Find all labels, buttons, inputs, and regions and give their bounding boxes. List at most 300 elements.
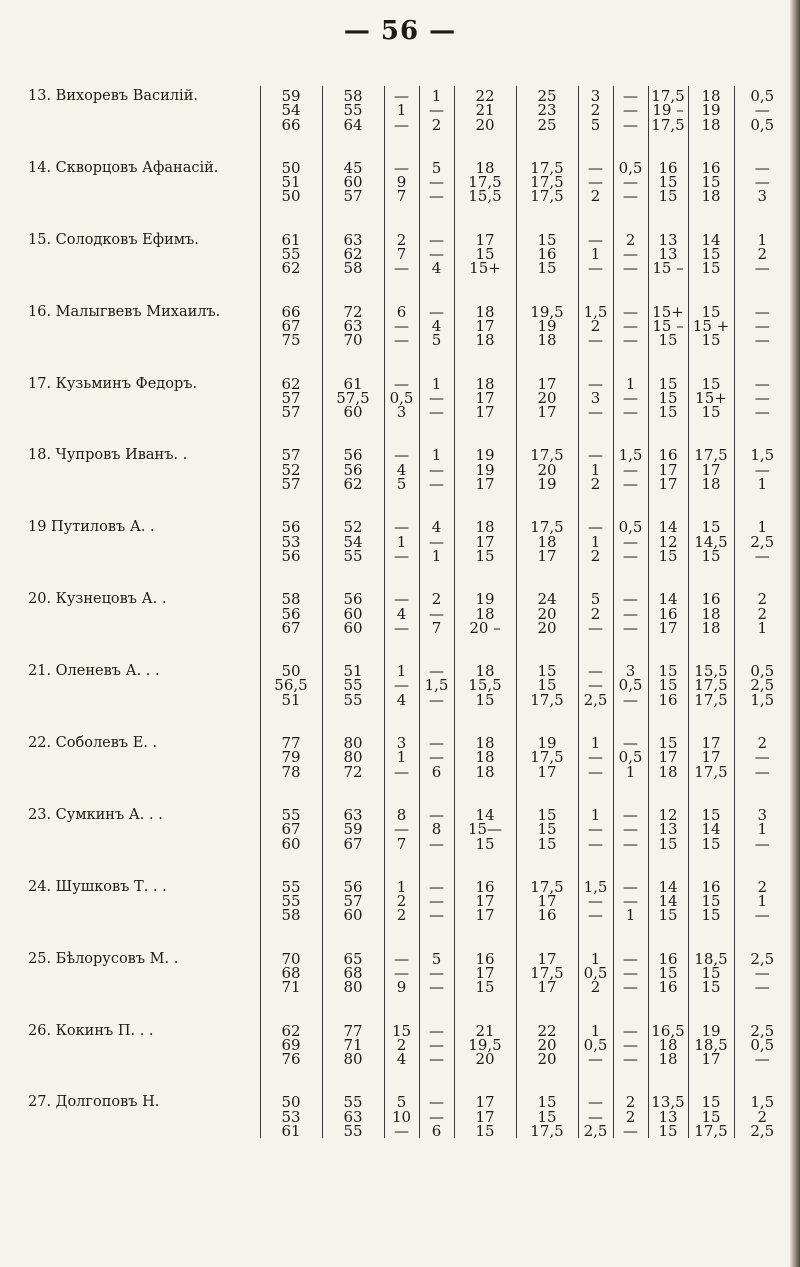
cell-col-2: 68 (322, 966, 384, 980)
spacer-cell (28, 563, 260, 589)
cell-col-3: 2 (384, 1038, 419, 1052)
spacer-cell (613, 923, 648, 949)
cell-col-3: — (384, 765, 419, 779)
cell-col-3: — (384, 374, 419, 391)
cell-col-5: 18 (454, 374, 516, 391)
cell-col-9: 18 (648, 1038, 688, 1052)
cell-col-6: 20 (516, 607, 578, 621)
cell-col-5: 20 (454, 118, 516, 132)
cell-col-1: 57 (260, 391, 322, 405)
cell-col-4: 1 (419, 445, 454, 462)
cell-col-8: 0,5 (613, 750, 648, 764)
cell-col-5: 18 (454, 517, 516, 534)
cell-col-8: — (613, 1052, 648, 1066)
cell-col-9: 19 – (648, 103, 688, 117)
cell-col-10: 16 (688, 877, 734, 894)
cell-col-7: 2,5 (578, 693, 613, 707)
cell-col-4: — (419, 894, 454, 908)
spacer-cell (648, 779, 688, 805)
cell-col-5: 15— (454, 822, 516, 836)
spacer-cell (734, 635, 790, 661)
spacer-cell (516, 276, 578, 302)
cell-col-7: — (578, 837, 613, 851)
spacer-cell (516, 995, 578, 1021)
spacer-cell (260, 563, 322, 589)
spacer-cell (260, 635, 322, 661)
cell-col-11: 1,5 (734, 693, 790, 707)
group-spacer (28, 348, 790, 374)
spacer-cell (613, 491, 648, 517)
spacer-cell (322, 491, 384, 517)
cell-col-4: 6 (419, 1124, 454, 1138)
cell-col-2: 56 (322, 445, 384, 462)
cell-col-2: 80 (322, 733, 384, 750)
spacer-cell (516, 635, 578, 661)
cell-col-2: 55 (322, 549, 384, 563)
spacer-cell (454, 419, 516, 445)
cell-col-8: — (613, 103, 648, 117)
cell-col-1: 78 (260, 765, 322, 779)
spacer-cell (322, 132, 384, 158)
cell-col-3: 0,5 (384, 391, 419, 405)
cell-col-7: 2 (578, 607, 613, 621)
cell-col-6: 16 (516, 247, 578, 261)
cell-col-1: 56,5 (260, 678, 322, 692)
cell-col-3: — (384, 261, 419, 275)
group-spacer (28, 204, 790, 230)
cell-col-3: 6 (384, 302, 419, 319)
cell-col-5: 20 (454, 1052, 516, 1066)
spacer-cell (384, 276, 419, 302)
cell-col-3: — (384, 445, 419, 462)
cell-col-7: — (578, 374, 613, 391)
cell-col-1: 62 (260, 374, 322, 391)
cell-col-3: 1 (384, 661, 419, 678)
cell-col-4: — (419, 103, 454, 117)
cell-col-7: 3 (578, 391, 613, 405)
table-row (28, 805, 790, 822)
cell-col-8: — (613, 333, 648, 347)
cell-col-5: 15,5 (454, 678, 516, 692)
cell-col-11: 0,5 (734, 1038, 790, 1052)
cell-col-6: 17 (516, 405, 578, 419)
cell-col-3: — (384, 589, 419, 606)
cell-col-6: 15 (516, 1092, 578, 1109)
cell-col-3: 7 (384, 247, 419, 261)
table-row (28, 949, 790, 966)
spacer-cell (260, 419, 322, 445)
cell-col-1: 67 (260, 621, 322, 635)
cell-col-5: 15 (454, 549, 516, 563)
cell-col-10: 17 (688, 1052, 734, 1066)
cell-col-9: 15 (648, 733, 688, 750)
spacer-cell (578, 851, 613, 877)
spacer-cell (384, 419, 419, 445)
cell-col-3: 4 (384, 693, 419, 707)
person-name: 16. Малыгвевъ Михаилъ. (28, 303, 221, 320)
cell-col-7: — (578, 1110, 613, 1124)
cell-col-4: — (419, 661, 454, 678)
cell-col-4: — (419, 230, 454, 247)
cell-col-4: — (419, 693, 454, 707)
measurement-table (28, 86, 790, 1260)
cell-col-11: 1 (734, 894, 790, 908)
cell-col-7: 2 (578, 189, 613, 203)
spacer-cell (260, 204, 322, 230)
spacer-cell (260, 132, 322, 158)
cell-col-4: — (419, 1092, 454, 1109)
cell-col-8: — (613, 261, 648, 275)
cell-col-8: — (613, 391, 648, 405)
table-row (28, 86, 790, 103)
cell-col-2: 72 (322, 765, 384, 779)
spacer-cell (516, 563, 578, 589)
cell-col-6: 19 (516, 733, 578, 750)
cell-col-2: 63 (322, 1110, 384, 1124)
cell-col-5: 18 (454, 765, 516, 779)
cell-col-7: 1 (578, 247, 613, 261)
cell-col-6: 20 (516, 1038, 578, 1052)
cell-col-11: 2 (734, 589, 790, 606)
cell-col-6: 17 (516, 980, 578, 994)
cell-col-10: 18 (688, 607, 734, 621)
cell-col-11: 1 (734, 477, 790, 491)
spacer-cell (384, 707, 419, 733)
cell-col-4: 2 (419, 118, 454, 132)
cell-col-10: 17,5 (688, 678, 734, 692)
spacer-cell (516, 851, 578, 877)
cell-col-9: 14 (648, 877, 688, 894)
cell-col-4: — (419, 966, 454, 980)
cell-col-7: 0,5 (578, 966, 613, 980)
spacer-cell (260, 707, 322, 733)
cell-col-4: 2 (419, 589, 454, 606)
table-row (28, 589, 790, 606)
cell-col-6: 16 (516, 908, 578, 922)
cell-col-1: 53 (260, 1110, 322, 1124)
spacer-cell (419, 132, 454, 158)
cell-col-8: 1,5 (613, 445, 648, 462)
spacer-cell (688, 276, 734, 302)
spacer-cell (734, 276, 790, 302)
cell-col-5: 17 (454, 477, 516, 491)
person-name: 21. Оленевъ А. . . (28, 663, 160, 680)
spacer-cell (28, 1066, 260, 1092)
cell-col-7: — (578, 765, 613, 779)
spacer-cell (384, 563, 419, 589)
cell-col-7: 1 (578, 949, 613, 966)
cell-col-11: 2,5 (734, 949, 790, 966)
cell-col-10: 15 (688, 805, 734, 822)
table-row (28, 374, 790, 391)
cell-col-1: 50 (260, 1092, 322, 1109)
cell-col-2: 62 (322, 247, 384, 261)
cell-col-9: 12 (648, 535, 688, 549)
spacer-cell (419, 779, 454, 805)
cell-col-8: — (613, 302, 648, 319)
cell-col-1: 52 (260, 463, 322, 477)
cell-col-11: — (734, 908, 790, 922)
cell-col-6: 22 (516, 1021, 578, 1038)
spacer-cell (648, 348, 688, 374)
spacer-cell (648, 995, 688, 1021)
cell-col-5: 15,5 (454, 189, 516, 203)
cell-col-7: 2 (578, 549, 613, 563)
spacer-cell (613, 851, 648, 877)
spacer-cell (613, 635, 648, 661)
cell-col-5: 18 (454, 333, 516, 347)
cell-col-5: 17 (454, 966, 516, 980)
spacer-cell (648, 204, 688, 230)
cell-col-10: 18 (688, 621, 734, 635)
cell-col-5: 19 (454, 463, 516, 477)
spacer-cell (516, 491, 578, 517)
cell-col-2: 63 (322, 805, 384, 822)
cell-col-3: 15 (384, 1021, 419, 1038)
cell-col-11: 1 (734, 517, 790, 534)
spacer-cell (516, 204, 578, 230)
spacer-cell (688, 348, 734, 374)
spacer-cell (688, 204, 734, 230)
cell-col-2: 80 (322, 750, 384, 764)
cell-col-1: 66 (260, 302, 322, 319)
cell-col-2: 55 (322, 1124, 384, 1138)
cell-col-7: 5 (578, 118, 613, 132)
cell-col-8: 0,5 (613, 158, 648, 175)
spacer-cell (454, 204, 516, 230)
spacer-cell (28, 419, 260, 445)
cell-col-2: 60 (322, 621, 384, 635)
cell-col-5: 17 (454, 405, 516, 419)
cell-col-10: 18 (688, 477, 734, 491)
cell-col-6: 17,5 (516, 158, 578, 175)
cell-col-10: 15 (688, 549, 734, 563)
spacer-cell (260, 995, 322, 1021)
cell-col-11: — (734, 549, 790, 563)
spacer-cell (648, 851, 688, 877)
cell-col-5: 18 (454, 661, 516, 678)
cell-col-8: — (613, 319, 648, 333)
cell-col-3: 2 (384, 230, 419, 247)
cell-col-5: 14 (454, 805, 516, 822)
spacer-cell (688, 132, 734, 158)
spacer-cell (454, 923, 516, 949)
cell-col-1: 60 (260, 837, 322, 851)
cell-col-1: 77 (260, 733, 322, 750)
cell-col-6: 17,5 (516, 189, 578, 203)
table-row (28, 1092, 790, 1109)
spacer-cell (384, 635, 419, 661)
cell-col-10: 17,5 (688, 765, 734, 779)
cell-col-3: 4 (384, 1052, 419, 1066)
cell-col-4: 1 (419, 374, 454, 391)
cell-col-5: 22 (454, 86, 516, 103)
cell-col-10: 18 (688, 189, 734, 203)
spacer-cell (648, 923, 688, 949)
cell-col-1: 55 (260, 877, 322, 894)
spacer-cell (516, 132, 578, 158)
cell-col-6: 15 (516, 678, 578, 692)
spacer-cell (578, 419, 613, 445)
table-row (28, 445, 790, 462)
cell-col-11: — (734, 405, 790, 419)
spacer-cell (734, 348, 790, 374)
cell-col-2: 80 (322, 980, 384, 994)
cell-col-11: — (734, 837, 790, 851)
cell-col-2: 67 (322, 837, 384, 851)
cell-col-9: 15 (648, 1124, 688, 1138)
cell-col-6: 19 (516, 477, 578, 491)
cell-col-11: — (734, 261, 790, 275)
spacer-cell (734, 851, 790, 877)
cell-col-2: 64 (322, 118, 384, 132)
spacer-cell (454, 851, 516, 877)
spacer-cell (734, 491, 790, 517)
group-spacer (28, 923, 790, 949)
spacer-cell (578, 923, 613, 949)
cell-col-2: 55 (322, 103, 384, 117)
cell-col-2: 56 (322, 463, 384, 477)
cell-col-5: 18 (454, 607, 516, 621)
cell-col-2: 59 (322, 822, 384, 836)
cell-col-6: 24 (516, 589, 578, 606)
cell-col-1: 50 (260, 189, 322, 203)
spacer-cell (578, 1066, 613, 1092)
spacer-cell (688, 563, 734, 589)
cell-col-9: 17 (648, 477, 688, 491)
cell-col-9: 17 (648, 750, 688, 764)
spacer-cell (28, 995, 260, 1021)
cell-col-1: 68 (260, 966, 322, 980)
spacer-cell (516, 419, 578, 445)
cell-col-9: 18 (648, 1052, 688, 1066)
cell-col-6: 18 (516, 535, 578, 549)
spacer-cell (734, 995, 790, 1021)
cell-col-3: — (384, 158, 419, 175)
cell-col-8: 1 (613, 374, 648, 391)
cell-col-11: 1,5 (734, 1092, 790, 1109)
cell-col-8: — (613, 980, 648, 994)
table-row (28, 158, 790, 175)
cell-col-5: 17 (454, 1110, 516, 1124)
cell-col-2: 77 (322, 1021, 384, 1038)
cell-col-1: 76 (260, 1052, 322, 1066)
cell-col-6: 17 (516, 765, 578, 779)
cell-col-11: 3 (734, 189, 790, 203)
cell-col-5: 19 (454, 589, 516, 606)
cell-col-5: 15+ (454, 261, 516, 275)
cell-col-2: 58 (322, 86, 384, 103)
cell-col-1: 51 (260, 693, 322, 707)
cell-col-1: 69 (260, 1038, 322, 1052)
cell-col-9: 15 (648, 678, 688, 692)
cell-col-1: 55 (260, 247, 322, 261)
spacer-cell (322, 851, 384, 877)
cell-col-8: 0,5 (613, 517, 648, 534)
cell-col-3: — (384, 678, 419, 692)
cell-col-9: 15 (648, 333, 688, 347)
cell-col-7: — (578, 1052, 613, 1066)
cell-col-3: — (384, 333, 419, 347)
spacer-cell (322, 923, 384, 949)
cell-col-3: — (384, 517, 419, 534)
cell-col-2: 72 (322, 302, 384, 319)
cell-col-3: — (384, 949, 419, 966)
cell-col-1: 61 (260, 230, 322, 247)
cell-col-2: 56 (322, 589, 384, 606)
cell-col-3: 7 (384, 837, 419, 851)
cell-col-7: — (578, 678, 613, 692)
spacer-cell (648, 635, 688, 661)
cell-col-5: 15 (454, 837, 516, 851)
cell-col-9: 13 (648, 822, 688, 836)
spacer-cell (734, 563, 790, 589)
cell-col-4: — (419, 750, 454, 764)
cell-col-4: — (419, 535, 454, 549)
cell-col-7: — (578, 230, 613, 247)
group-spacer (28, 491, 790, 517)
cell-col-6: 17,5 (516, 445, 578, 462)
cell-col-1: 59 (260, 86, 322, 103)
cell-col-7: — (578, 158, 613, 175)
cell-col-8: — (613, 949, 648, 966)
spacer-cell (613, 204, 648, 230)
spacer-cell (260, 923, 322, 949)
cell-col-5: 18 (454, 158, 516, 175)
cell-col-6: 23 (516, 103, 578, 117)
cell-col-8: — (613, 733, 648, 750)
cell-col-2: 54 (322, 535, 384, 549)
cell-col-4: — (419, 477, 454, 491)
cell-col-4: — (419, 1021, 454, 1038)
cell-col-4: — (419, 607, 454, 621)
cell-col-2: 60 (322, 405, 384, 419)
cell-col-3: — (384, 621, 419, 635)
group-spacer (28, 419, 790, 445)
cell-col-2: 55 (322, 1092, 384, 1109)
spacer-cell (454, 563, 516, 589)
cell-col-10: 15 (688, 247, 734, 261)
cell-col-1: 56 (260, 607, 322, 621)
cell-col-10: 14 (688, 230, 734, 247)
spacer-cell (578, 276, 613, 302)
cell-col-5: 17 (454, 391, 516, 405)
cell-col-10: 18,5 (688, 1038, 734, 1052)
cell-col-1: 57 (260, 405, 322, 419)
cell-col-5: 16 (454, 877, 516, 894)
cell-col-4: — (419, 405, 454, 419)
cell-col-4: 1 (419, 86, 454, 103)
cell-col-10: 15 (688, 405, 734, 419)
cell-col-1: 56 (260, 549, 322, 563)
cell-col-11: 0,5 (734, 86, 790, 103)
cell-col-2: 51 (322, 661, 384, 678)
cell-col-4: — (419, 877, 454, 894)
cell-col-1: 67 (260, 319, 322, 333)
cell-col-2: 65 (322, 949, 384, 966)
cell-col-8: — (613, 405, 648, 419)
group-spacer (28, 707, 790, 733)
cell-col-10: 15 (688, 333, 734, 347)
spacer-cell (28, 707, 260, 733)
cell-col-7: 2 (578, 477, 613, 491)
cell-col-3: 7 (384, 189, 419, 203)
cell-col-2: 57 (322, 189, 384, 203)
cell-col-8: — (613, 535, 648, 549)
page-edge-shadow (790, 0, 800, 1267)
spacer-cell (688, 995, 734, 1021)
spacer-cell (613, 276, 648, 302)
